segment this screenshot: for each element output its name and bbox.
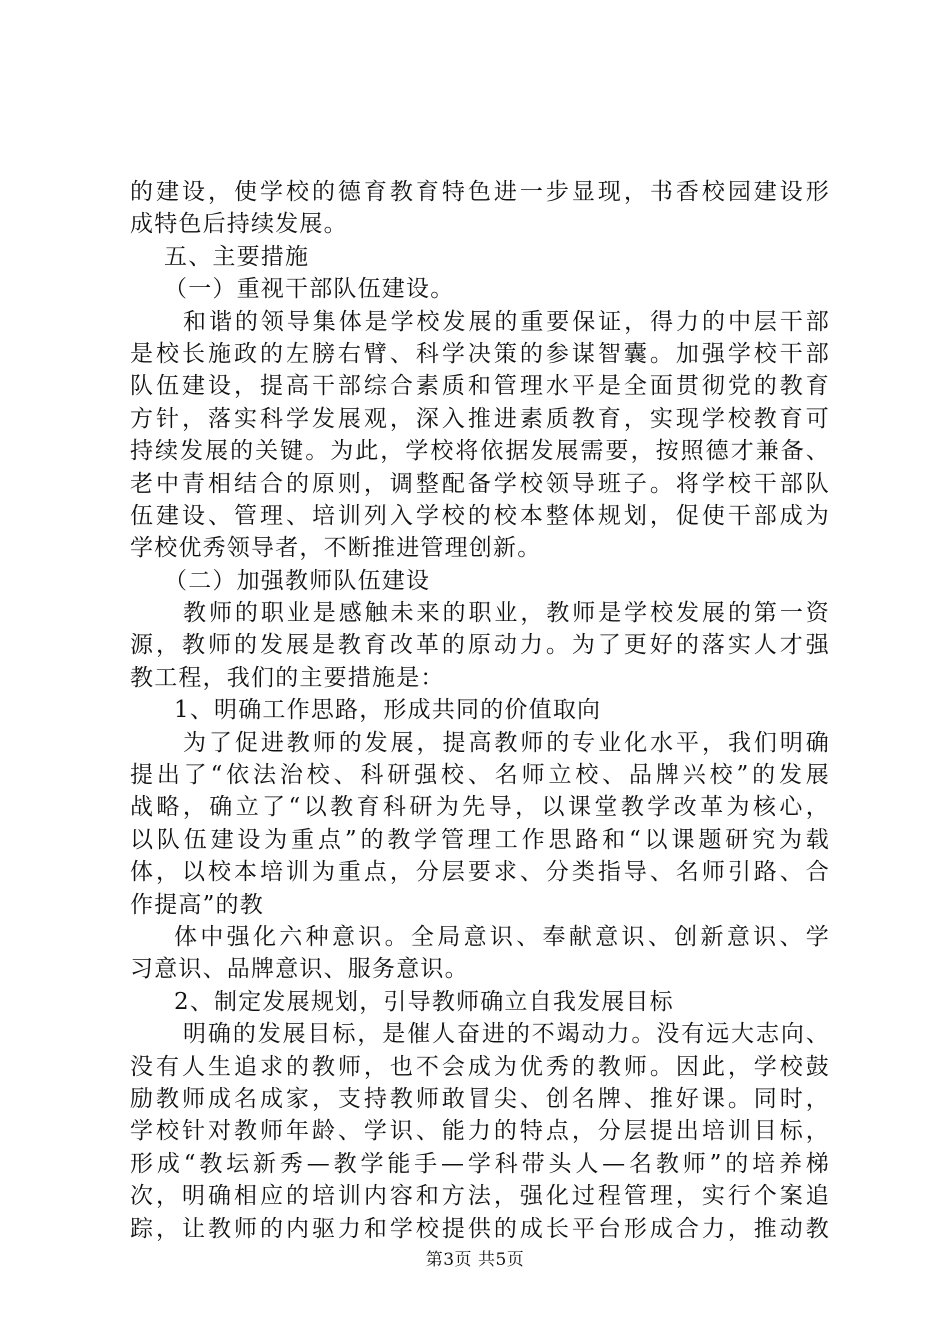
text-line: 踪，让教师的内驱力和学校提供的成长平台形成合力，推动教 [130,1215,830,1242]
text-line: 提出了“依法治校、科研强校、名师立校、品牌兴校”的发展 [130,762,830,789]
text-line: 战略，确立了“以教育科研为先导，以课堂教学改革为核心， [130,794,830,821]
text-line: 的建设，使学校的德育教育特色进一步显现，书香校园建设形 [130,179,830,205]
page-footer: 第3页 共5页 [425,1250,525,1270]
text-line: 队伍建设，提高干部综合素质和管理水平是全面贯彻党的教育 [130,373,830,400]
text-line: 源，教师的发展是教育改革的原动力。为了更好的落实人才强 [130,632,830,659]
text-line: 次，明确相应的培训内容和方法，强化过程管理，实行个案追 [130,1183,830,1210]
text-line: 伍建设、管理、培训列入学校的校本整体规划，促使干部成为 [130,502,830,529]
text-line: 2、制定发展规划，引导教师确立自我发展目标 [174,988,674,1015]
text-line: （二）加强教师队伍建设 [164,567,431,594]
text-line: 老中青相结合的原则，调整配备学校领导班子。将学校干部队 [130,470,830,497]
text-line: 形成“教坛新秀—教学能手—学科带头人—名教师”的培养梯 [130,1150,830,1177]
text-line: 成特色后持续发展。 [130,211,348,238]
text-line: 以队伍建设为重点”的教学管理工作思路和“以课题研究为载 [130,826,830,853]
text-line: 持续发展的关键。为此，学校将依据发展需要，按照德才兼备、 [130,438,830,465]
text-line: 没有人生追求的教师，也不会成为优秀的教师。因此，学校鼓 [130,1053,830,1080]
text-line: 明确的发展目标，是催人奋进的不竭动力。没有远大志向、 [183,1021,830,1048]
document-body [130,176,830,1245]
text-line: 学校优秀领导者，不断推进管理创新。 [130,535,542,562]
text-line: 作提高”的教 [130,891,264,918]
text-line: 和谐的领导集体是学校发展的重要保证，得力的中层干部 [183,308,830,335]
text-line: （一）重视干部队伍建设。 [164,276,455,303]
text-line: 学校针对教师年龄、学识、能力的特点，分层提出培训目标， [130,1118,830,1145]
text-line: 习意识、品牌意识、服务意识。 [130,956,469,983]
text-line: 体，以校本培训为重点，分层要求、分类指导、名师引路、合 [130,859,830,886]
text-line: 为了促进教师的发展，提高教师的专业化水平，我们明确 [183,729,830,756]
text-line: 方针，落实科学发展观，深入推进素质教育，实现学校教育可 [130,405,830,432]
text-line: 是校长施政的左膀右臂、科学决策的参谋智囊。加强学校干部 [130,340,830,367]
text-line: 五、主要措施 [164,243,310,270]
text-line: 教师的职业是感触未来的职业，教师是学校发展的第一资 [183,600,830,627]
text-line: 教工程，我们的主要措施是： [130,664,445,691]
text-line: 励教师成名成家，支持教师敢冒尖、创名牌、推好课。同时， [130,1085,830,1112]
text-line: 1、明确工作思路，形成共同的价值取向 [174,697,602,724]
text-line: 体中强化六种意识。全局意识、奉献意识、创新意识、学 [174,923,830,950]
